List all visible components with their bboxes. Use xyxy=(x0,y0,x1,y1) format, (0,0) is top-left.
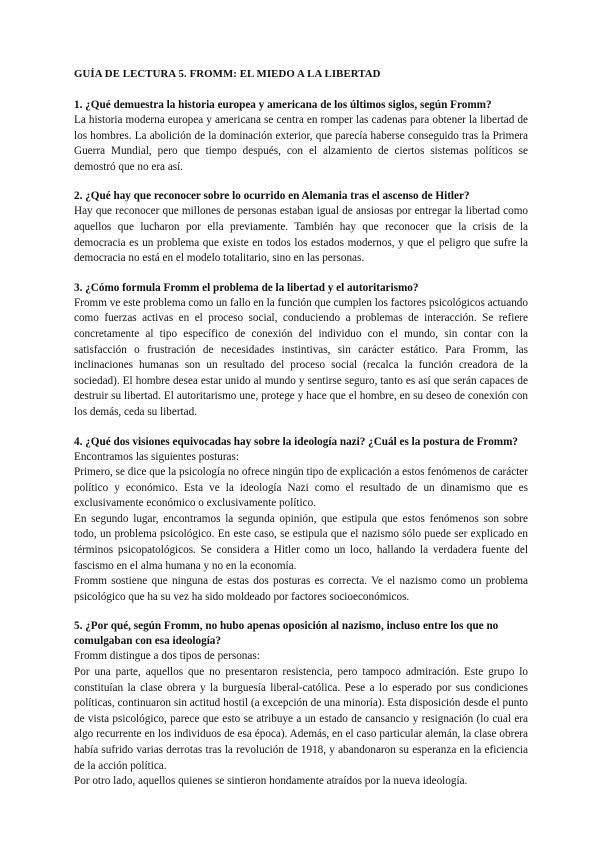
question-heading: 5. ¿Por qué, según Fromm, no hubo apenas oposición al nazismo, incluso entre los que no comulgaban con esa ideología? xyxy=(74,620,499,648)
answer-paragraph: Fromm distingue a dos tipos de personas: xyxy=(74,650,260,663)
document-content xyxy=(74,68,528,804)
section-3 xyxy=(74,281,528,421)
answer-paragraph: La historia moderna europea y americana se centra en romper las cadenas para obtener la libertad de los hombres. La abolición de la dominación exterior, que parecía haberse conseguido tras la Primera Guerra Mundial, pero que tiempo después, con el alzamiento de ciertos sistemas políticos se demostró que no era así. xyxy=(74,114,528,173)
answer-paragraph: Por una parte, aquellos que no presentaron resistencia, pero tampoco admiración. Este grupo lo constituían la clase obrera y la burguesía liberal-católica. Pese a lo esperado por sus condiciones políticas, continuaron sin actitud hostil (a excepción de una minoría). Esta disposición desde el punto de vista psicológico, parece que esto se atribuye a un estado de cansancio y resignación (lo cual era algo recurrente en los individuos de esa época). Además, en el caso particular alemán, la clase obrera había sufrido varias derrotas tras la revolución de 1918, y abandonaron su esperanza en la eficiencia de la acción política. xyxy=(74,666,528,772)
answer-paragraph: Primero, se dice que la psicología no ofrece ningún tipo de explicación a estos fenómenos de carácter político y económico. Esta ve la ideología Nazi como el resultado de un dinamismo que es exclusivamente económico o exclusivamente político. xyxy=(74,466,528,510)
question-heading: 2. ¿Qué hay que reconocer sobre lo ocurrido en Alemania tras el ascenso de Hitler? xyxy=(74,190,470,203)
question-heading: 1. ¿Qué demuestra la historia europea y americana de los últimos siglos, según Fromm? xyxy=(74,99,492,111)
section-4 xyxy=(74,435,528,606)
answer-paragraph: Fromm sostiene que ninguna de estas dos posturas es correcta. Ve el nazismo como un problema psicológico que ha su vez ha sido moldeado por factores socioeconómicos. xyxy=(74,575,528,603)
section-5 xyxy=(74,619,528,789)
answer-paragraph: Por otro lado, aquellos quienes se sintieron hondamente atraídos por la nueva ideología. xyxy=(74,775,468,788)
question-heading: 4. ¿Qué dos visiones equivocadas hay sobre la ideología nazi? ¿Cuál es la postura de Fromm? xyxy=(74,435,519,448)
section-1 xyxy=(74,98,528,175)
answer-paragraph: En segundo lugar, encontramos la segunda opinión, que estipula que estos fenómenos son sobre todo, un problema psicológico. En este caso, se estipula que el nazismo sólo puede ser explicado en términos psicopatológicos. Se considera a Hitler como un loco, hallando la verdadera fuente del fascismo en el alma humana y no en la economía. xyxy=(74,512,528,572)
answer-paragraph: Encontramos las siguientes posturas: xyxy=(74,450,239,463)
question-heading: 3. ¿Cómo formula Fromm el problema de la libertad y el autoritarismo? xyxy=(74,281,419,294)
answer-paragraph: Hay que reconocer que millones de personas estaban igual de ansiosas por entregar la libertad como aquellos que lucharon por ella previamente. También hay que reconocer que la crisis de la democracia es un problema que existe en todos los estados modernos, y que el peligro que sufre la democracia no está en el modelo totalitario, sino en las personas. xyxy=(74,205,528,265)
answer-paragraph: Fromm ve este problema como un fallo en la función que cumplen los factores psicológicos actuando como fuerzas activas en el proceso social, conduciendo a problemas de interacción. Se refiere concretamente al tipo específico de conexión del individuo con el mundo, sin contar con la satisfacción o frustración de necesidades instintivas, sin carácter estático. Para Fromm, las inclinaciones humanas son un resultado del proceso social (recalca la función creadora de la sociedad). El hombre desea estar unido al mundo y sentirse seguro, tanto es así que serán capaces de destruir su libertad. El autoritarismo une, protege y hace que el hombre, en su deseo de conexión con los demás, ceda su libertad. xyxy=(74,296,528,418)
section-2 xyxy=(74,189,528,266)
document-title: GUÍA DE LECTURA 5. FROMM: EL MIEDO A LA LIBERTAD xyxy=(74,68,381,80)
